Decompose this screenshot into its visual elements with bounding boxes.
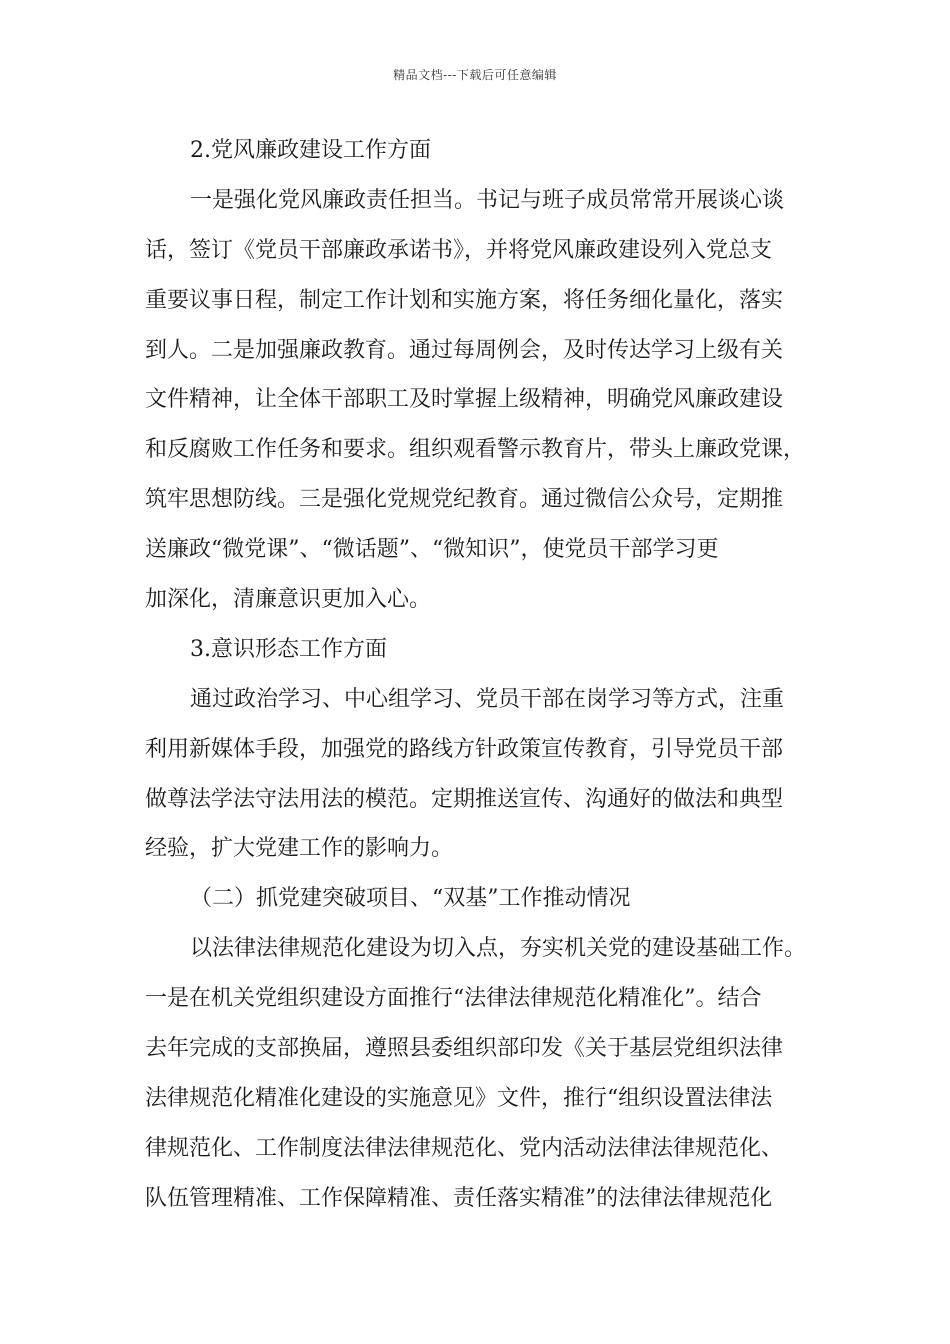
paragraph-line: 送廉政“微党课”、“微话题”、“微知识”，使党员干部学习更 — [145, 537, 719, 562]
section-heading-3: 3.意识形态工作方面 — [190, 637, 387, 662]
page-header: 精品文档---下载后可任意编辑 — [393, 68, 557, 82]
paragraph-line: 法律规范化精准化建设的实施意见》文件，推行“组织设置法律法 — [145, 1086, 773, 1111]
paragraph-line: 话，签订《党员干部廉政承诺书》，并将党风廉政建设列入党总支 — [145, 238, 773, 263]
paragraph-line: 和反腐败工作任务和要求。组织观看警示教育片，带头上廉政党课， — [145, 437, 806, 462]
paragraph-line: 做尊法学法守法用法的模范。定期推送宣传、沟通好的做法和典型 — [145, 787, 784, 812]
paragraph-line: 筑牢思想防线。三是强化党规党纪教育。通过微信公众号，定期推 — [145, 487, 784, 512]
paragraph-line: 文件精神，让全体干部职工及时掌握上级精神，明确党风廉政建设 — [145, 387, 784, 412]
paragraph-line: 到人。二是加强廉政教育。通过每周例会，及时传达学习上级有关 — [145, 338, 784, 363]
paragraph-line: 利用新媒体手段，加强党的路线方针政策宣传教育，引导党员干部 — [145, 737, 784, 762]
paragraph-line: 通过政治学习、中心组学习、党员干部在岗学习等方式，注重 — [190, 687, 785, 712]
section-heading-2: 2.党风廉政建设工作方面 — [190, 138, 431, 163]
paragraph-line: 一是在机关党组织建设方面推行“法律法律规范化精准化”。结合 — [145, 986, 762, 1011]
paragraph-line: 律规范化、工作制度法律法律规范化、党内活动法律法律规范化、 — [145, 1136, 784, 1161]
section-heading-part-2: （二）抓党建突破项目、“双基”工作推动情况 — [190, 886, 631, 911]
paragraph-line: 以法律法律规范化建设为切入点，夯实机关党的建设基础工作。 — [190, 936, 807, 961]
paragraph-line: 重要议事日程，制定工作计划和实施方案，将任务细化量化，落实 — [145, 288, 784, 313]
paragraph-line: 队伍管理精准、工作保障精准、责任落实精准”的法律法律规范化 — [145, 1186, 773, 1211]
paragraph-line: 经验，扩大党建工作的影响力。 — [145, 836, 454, 861]
paragraph-line: 加深化，清廉意识更加入心。 — [145, 587, 432, 612]
paragraph-line: 去年完成的支部换届，遵照县委组织部印发《关于基层党组织法律 — [145, 1036, 784, 1061]
paragraph-line: 一是强化党风廉政责任担当。书记与班子成员常常开展谈心谈 — [190, 188, 785, 213]
